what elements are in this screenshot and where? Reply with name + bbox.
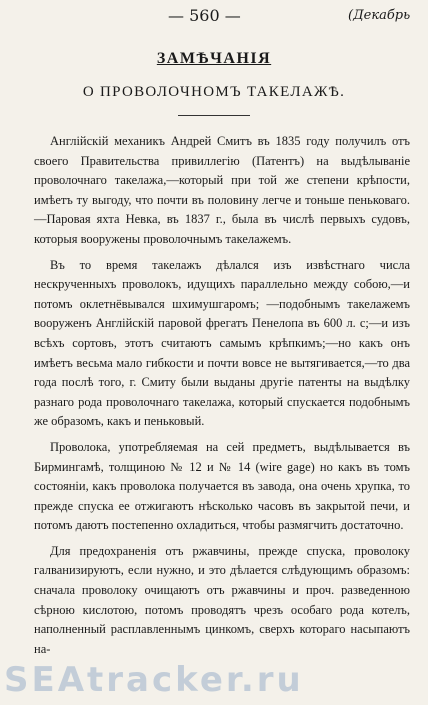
title-rule xyxy=(178,115,250,116)
paragraph-4: Для предохраненія отъ ржавчины, прежде спуска, проволоку галванизируютъ, если нужно, и это дѣлается слѣдующимъ образомъ: сначала проволоку очищаютъ отъ ржавчины и проч. разведенною сѣрною кислотою, потомъ проводятъ чрезъ особаго рода котелъ, наполненный расплавленнымъ цинкомъ, сверхъ котораго насыпаютъ на- xyxy=(34,543,410,656)
paragraph-3: Проволока, употребляемая на сей предметъ, выдѣлывается въ Бирмингамѣ, толщиною № 12 и № 14 (wire gage) но какъ въ томъ состояніи, какъ проволока получается въ завода, она очень хрупка, то прежде спуска ее отжигаютъ нѣсколько часовъ въ закрытой печи, и потомъ даютъ постепенно охладиться, чтобы размягчить достаточно. xyxy=(34,439,410,533)
paragraph-2: Въ то время такелажъ дѣлался изъ извѣстнаго числа нескрученныхъ проволокъ, идущихъ параллельно между собою,—и потомъ оклетнёвывался шхимушгаромъ; —подобнымъ такелажемъ вооруженъ Англійскій паровой фрегатъ Пенелопа въ 600 л. с;—и изъ всѣхъ сортовъ, этотъ считаютъ самымъ крѣпкимъ;—но какъ онъ имѣетъ весьма мало гибкости и почти вовсе не вытягивается,—то два года послѣ того, г. Смиту были выданы другіе патенты на выдѣлку разнаго рода проволочнаго такелажа, который спускается подобнымъ же образомъ, какъ и пеньковый. xyxy=(34,257,410,429)
article-title: О ПРОВОЛОЧНОМЪ ТАКЕЛАЖѢ. xyxy=(82,84,346,100)
section-heading: ЗАМѢЧАНІЯ xyxy=(156,50,272,67)
paragraph-1: Англійскій механикъ Андрей Смитъ въ 1835 году получилъ отъ своего Правительства привиллегію (Патентъ) на выдѣлываніе проволочнаго такелажа,—который при той же степени крѣпости, имѣетъ ту выгоду, что почти въ половину легче и тоньше пеньковаго.—Паровая яхта Невка, въ 1837 г., была въ числѣ первыхъ судовъ, которыя вооружены проволочнымъ такелажемъ. xyxy=(34,134,410,246)
running-header: (Декабрь xyxy=(348,8,411,23)
body-text xyxy=(34,132,410,659)
page-header xyxy=(0,6,428,28)
page-number: — 560 — xyxy=(168,6,241,25)
watermark: SEAtracker.ru xyxy=(4,660,304,700)
